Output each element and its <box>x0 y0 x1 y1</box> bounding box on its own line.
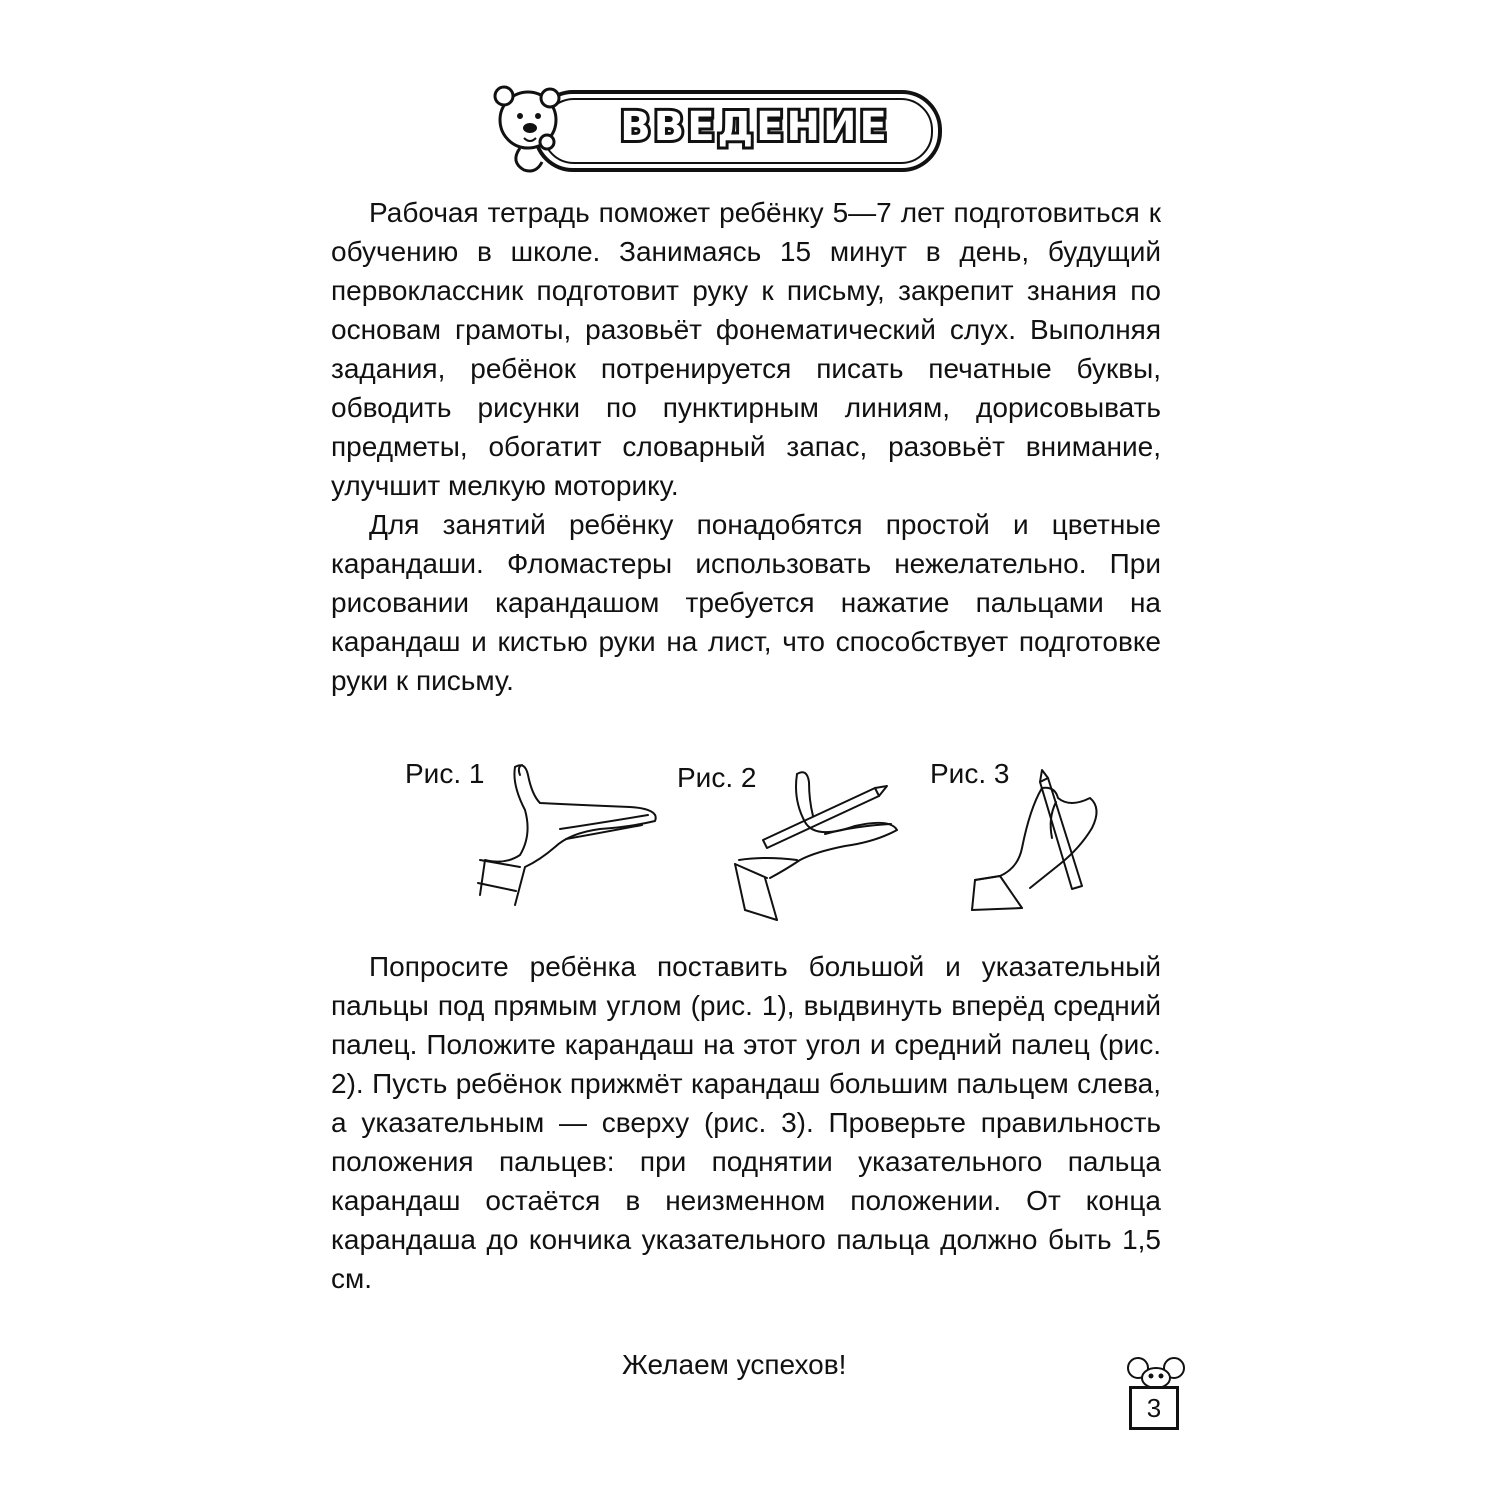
hand-pencil-placed-icon <box>705 760 915 930</box>
hand-open-icon <box>470 755 670 915</box>
intro-section <box>331 193 1161 700</box>
page-title: ВВЕДЕНИЕ <box>620 104 890 150</box>
intro-paragraph: Для занятий ребёнку понадобятся простой и цветные карандаши. Фломастеры использовать нежелательно. При рисовании карандашом требуется нажатие пальцами на карандаш и кистью руки на лист, что способствует подготовке руки к письму. <box>331 509 1161 696</box>
figure-2-label: Рис. 2 <box>677 762 757 793</box>
hand-pencil-grip-icon <box>960 768 1120 918</box>
figure-1-label: Рис. 1 <box>405 758 485 789</box>
page-number: 3 <box>1129 1386 1179 1430</box>
section-header <box>480 82 950 178</box>
instructions-paragraph: Попросите ребёнка поставить большой и указательный пальцы под прямым углом (рис. 1), выдвинуть вперёд средний палец. Положите карандаш на этот угол и средний палец (рис. 2). Пусть ребёнок прижмёт карандаш большим пальцем слева, а указательным — сверху (рис. 3). Проверьте правильность положения пальцев: при поднятии указательного пальца карандаш остаётся в неизменном положении. От конца карандаша до кончика указательного пальца должно быть 1,5 см. <box>331 951 1161 1294</box>
intro-paragraph: Рабочая тетрадь поможет ребёнку 5—7 лет подготовиться к обучению в школе. Занимаясь 15 минут в день, будущий первоклассник подготовит руку к письму, закрепит знания по основам грамоты, разовьёт фонематический слух. Выполняя задания, ребёнок потренируется писать печатные буквы, обводить рисунки по пунктирным линиям, дорисовывать предметы, обогатит словарный запас, разовьёт внимание, улучшит мелкую моторику. <box>331 197 1161 501</box>
mouse-icon <box>1124 1356 1188 1388</box>
figure-3-label: Рис. 3 <box>930 758 1010 789</box>
instructions-section <box>331 947 1161 1298</box>
closing-line: Желаем успехов! <box>622 1349 847 1380</box>
